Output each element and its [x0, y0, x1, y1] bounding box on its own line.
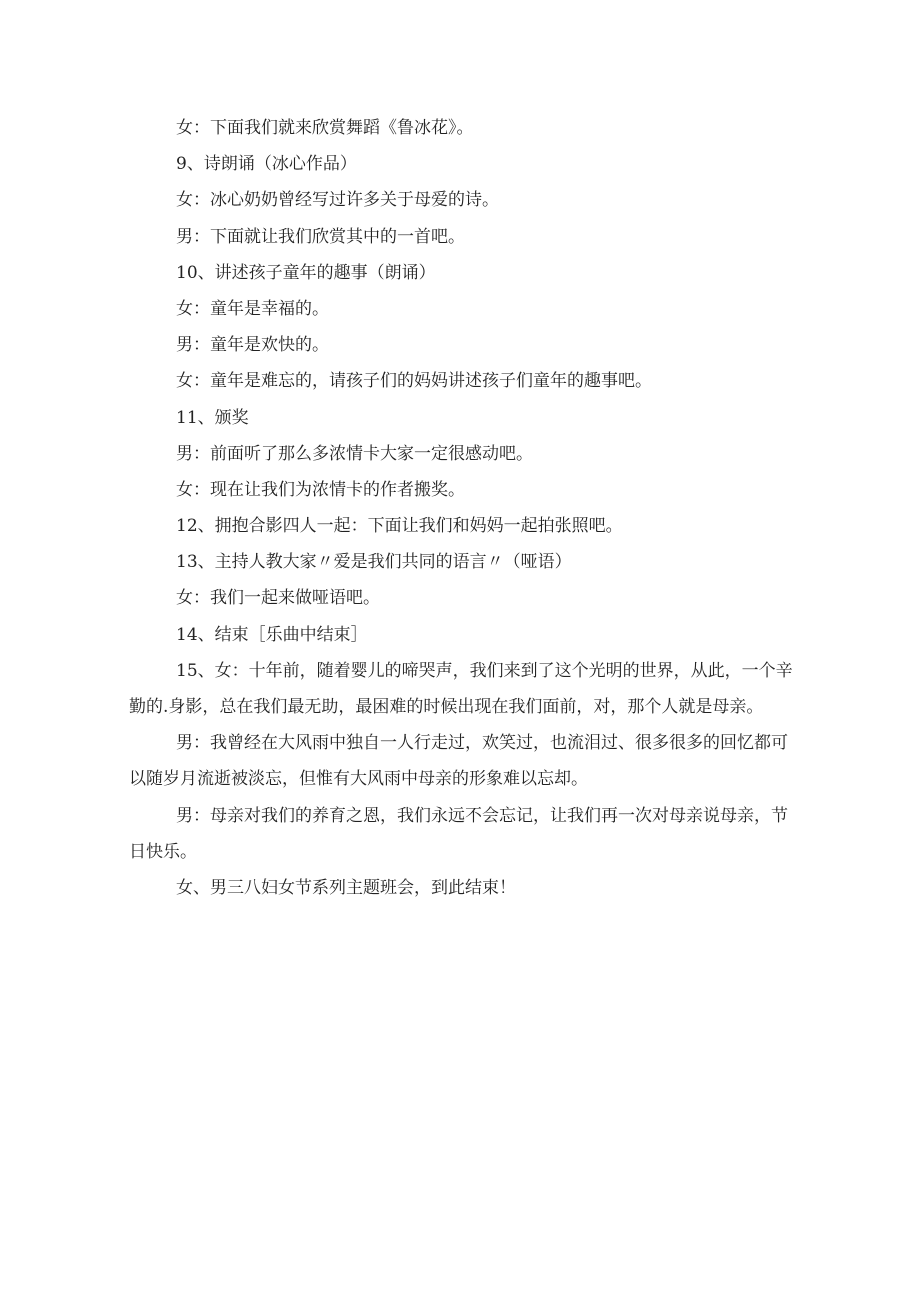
section-heading: 9、诗朗诵（冰心作品） — [176, 154, 357, 175]
paragraph-line: 勤的.身影，总在我们最无助，最困难的时候出现在我们面前，对，那个人就是母亲。 — [129, 697, 764, 717]
paragraph-line: 男：我曾经在大风雨中独自一人行走过，欢笑过，也流泪过、很多很多的回忆都可 — [176, 733, 788, 754]
script-line: 男：前面听了那么多浓情卡大家一定很感动吧。 — [176, 443, 533, 464]
paragraph-line: 男：母亲对我们的养育之恩，我们永远不会忘记，让我们再一次对母亲说母亲，节 — [176, 805, 788, 826]
closing-paragraph-1 — [129, 653, 793, 725]
script-line: 女：我们一起来做哑语吧。 — [176, 588, 380, 609]
script-line: 女：童年是幸福的。 — [176, 298, 329, 319]
script-line: 男：下面就让我们欣赏其中的一首吧。 — [176, 226, 465, 247]
section-heading: 10、讲述孩子童年的趣事（朗诵） — [176, 262, 436, 283]
script-line: 女：下面我们就来欣赏舞蹈《鲁冰花》。 — [176, 118, 474, 138]
closing-paragraph-2 — [129, 725, 788, 797]
closing-line: 女、男三八妇女节系列主题班会，到此结束！ — [176, 877, 516, 898]
section-heading: 14、结束［乐曲中结束］ — [176, 624, 368, 645]
script-line: 女：冰心奶奶曾经写过许多关于母爱的诗。 — [176, 190, 499, 211]
script-line: 女：现在让我们为浓情卡的作者搬奖。 — [176, 479, 465, 500]
script-line: 男：童年是欢快的。 — [176, 335, 329, 356]
paragraph-line: 日快乐。 — [129, 841, 197, 862]
paragraph-line: 15、女：十年前，随着婴儿的啼哭声，我们来到了这个光明的世界，从此，一个辛 — [176, 660, 793, 681]
section-heading: 11、颁奖 — [176, 407, 249, 428]
closing-paragraph-3 — [129, 798, 788, 870]
section-heading: 12、拥抱合影四人一起：下面让我们和妈妈一起拍张照吧。 — [176, 516, 623, 537]
script-line: 女：童年是难忘的，请孩子们的妈妈讲述孩子们童年的趣事吧。 — [176, 371, 652, 392]
paragraph-line: 以随岁月流逝被淡忘，但惟有大风雨中母亲的形象难以忘却。 — [129, 769, 588, 790]
section-heading: 13、主持人教大家〃爱是我们共同的语言〃（哑语） — [176, 552, 572, 573]
document-body — [129, 110, 793, 906]
